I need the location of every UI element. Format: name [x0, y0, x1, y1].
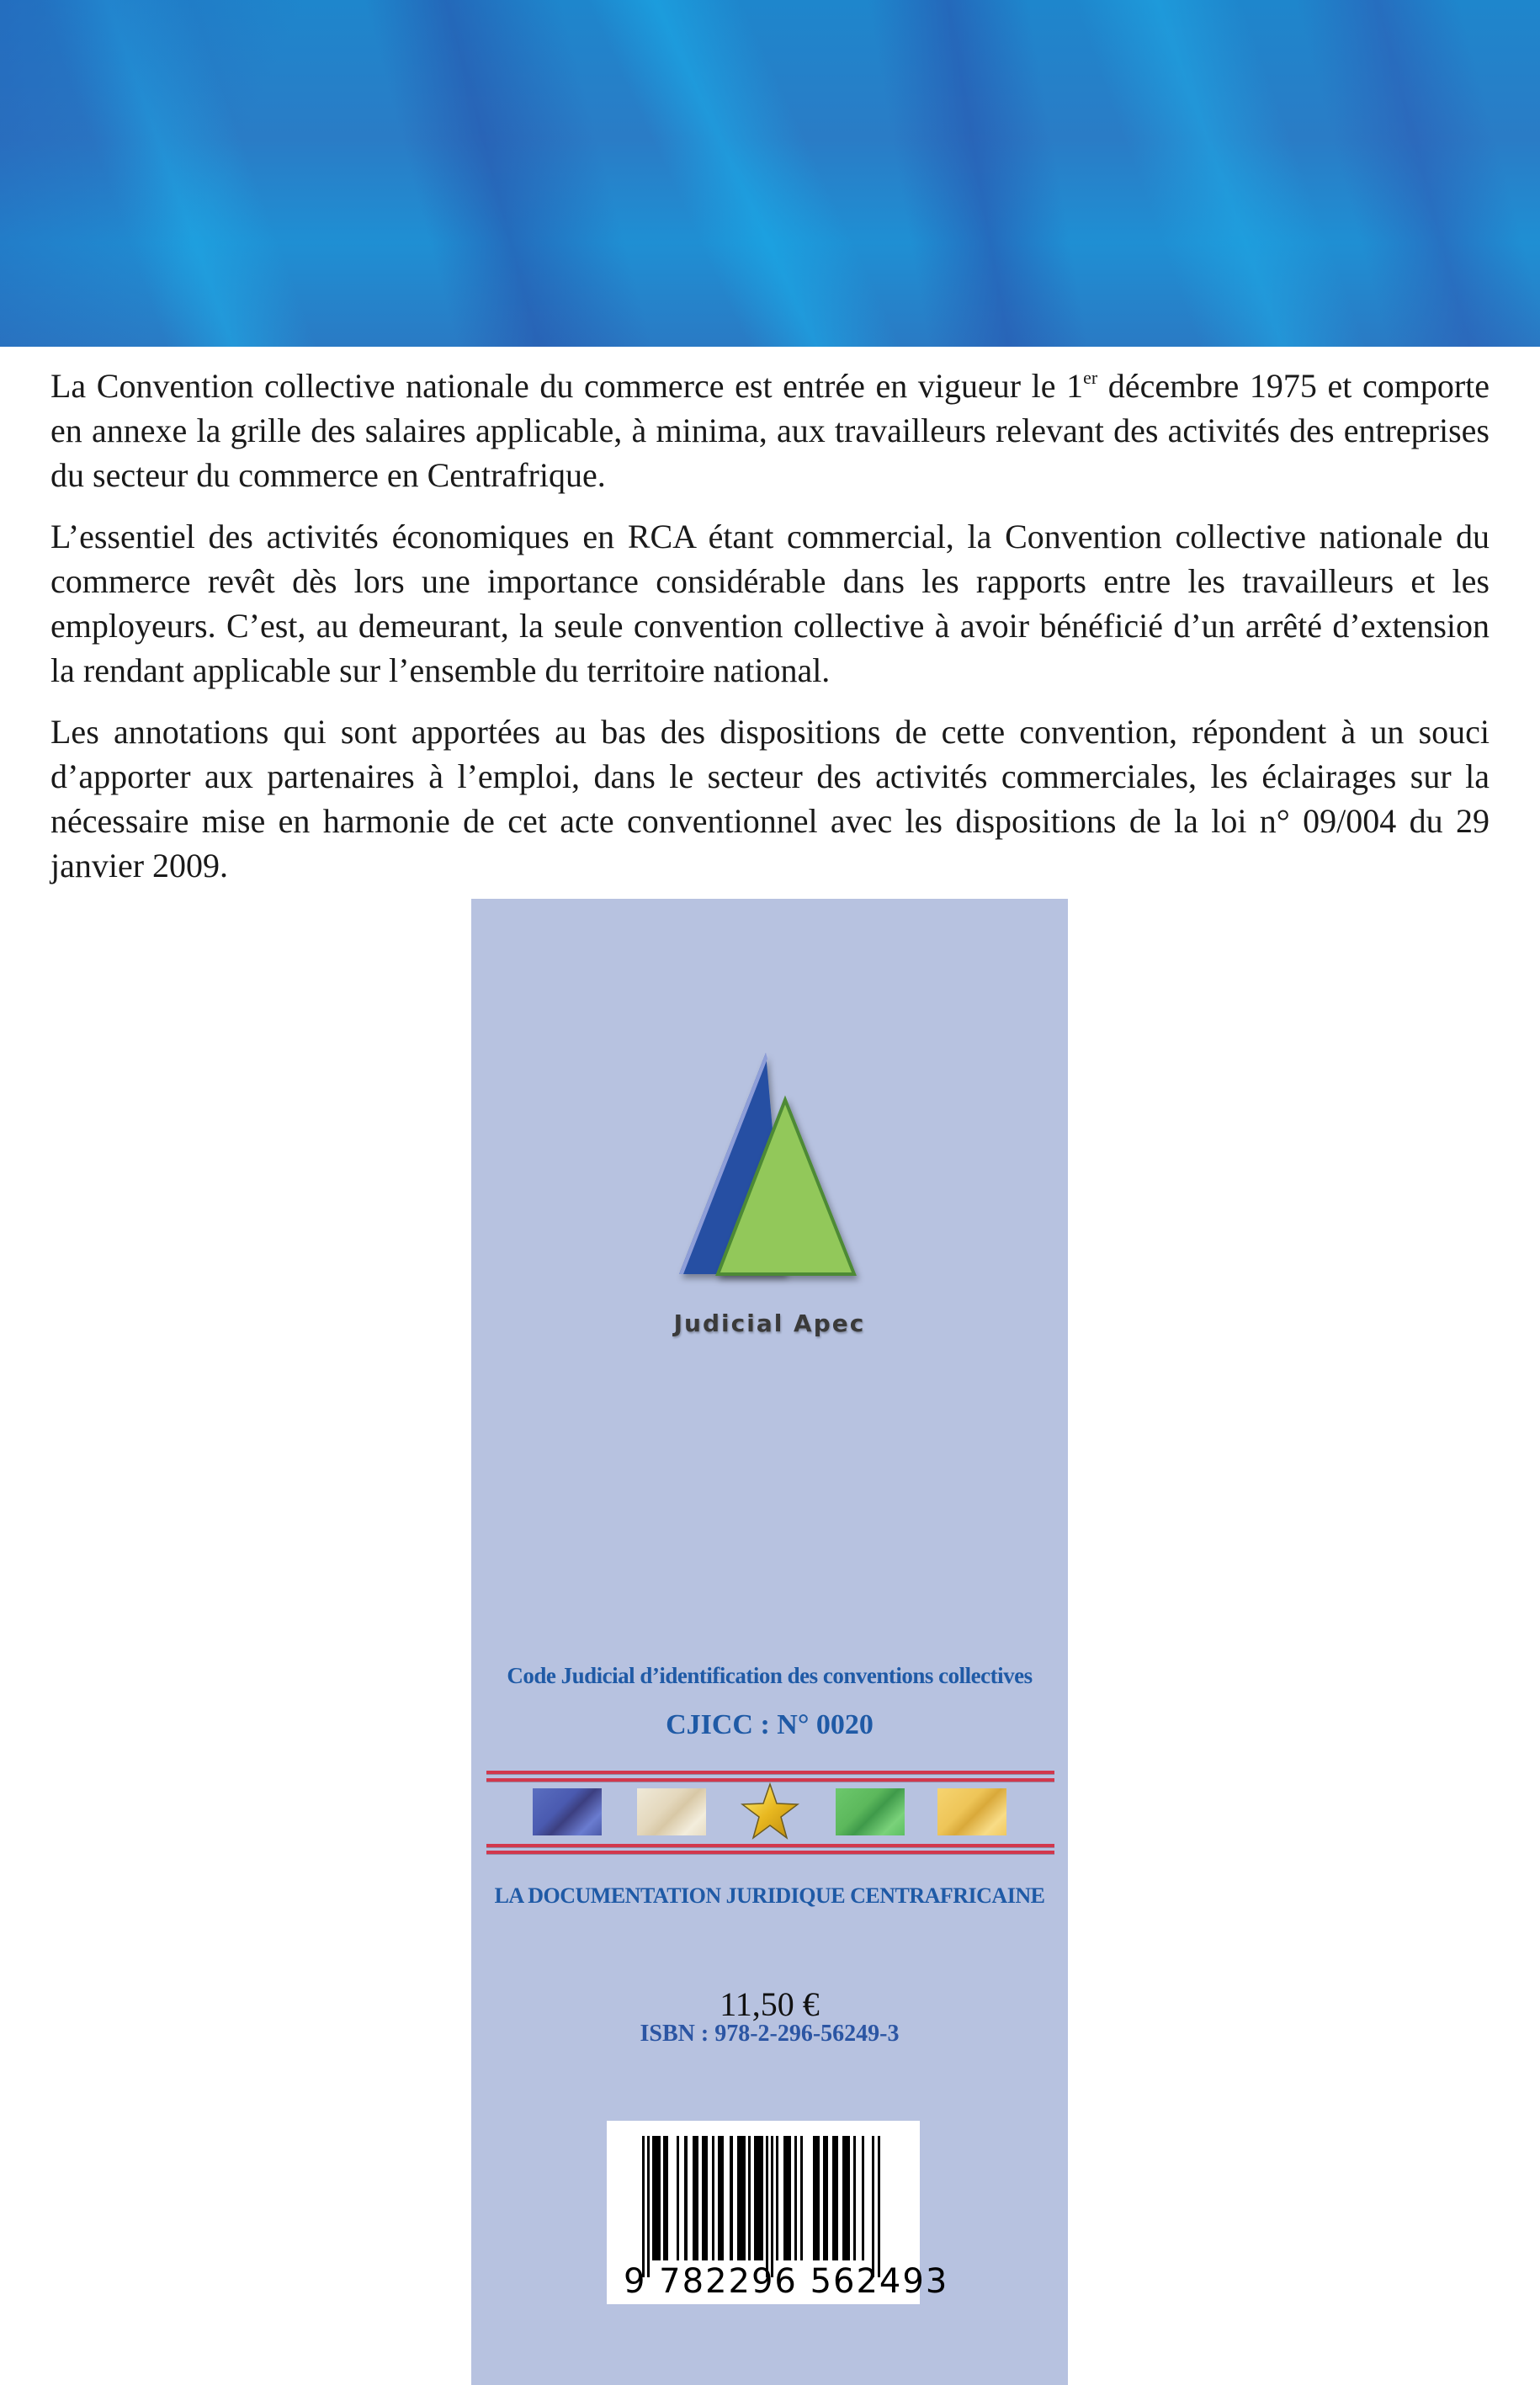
description-paragraph-3: Les annotations qui sont apportées au bas des dispositions de cette convention, répondent à un souci d’apporter aux partenaires à l’emploi, dans le secteur des activités commerciales, les éclairages sur la nécessaire mise en harmonie de cet acte conventionnel avec les dispositions de la loi n° 09/004 du 29 janvier 2009.: [50, 713, 1490, 884]
blue-swatch: [533, 1788, 602, 1835]
paragraph-text: décembre 1975 et comporte en annexe la grille des salaires applicable, à minima, aux travailleurs relevant des activités des entreprises du secteur du commerce en Centrafrique.: [50, 367, 1490, 494]
publisher-name: LA DOCUMENTATION JURIDIQUE CENTRAFRICAINE: [494, 1883, 1045, 1908]
ordinal-superscript: er: [1083, 367, 1098, 388]
cover-header-texture: [0, 0, 1540, 347]
stripe-bottom-1: [486, 1844, 1054, 1847]
logo-name: Judicial Apec: [673, 1309, 866, 1337]
info-panel: [471, 899, 1068, 2385]
stripe-top-2: [486, 1778, 1054, 1782]
isbn: ISBN : 978-2-296-56249-3: [640, 2021, 900, 2047]
triangle-logo-icon: [471, 899, 1068, 1370]
description-paragraph-1: [50, 364, 1490, 497]
price: 11,50 €: [720, 1985, 820, 2023]
stripe-bottom-2: [486, 1851, 1054, 1854]
code-title: Code Judicial d’identification des conventions collectives: [507, 1663, 1033, 1688]
green-swatch: [836, 1788, 905, 1835]
stripe-top-1: [486, 1771, 1054, 1774]
barcode-digits: 9 782296 562493: [624, 2262, 949, 2301]
barcode: [607, 2121, 949, 2304]
code-number: CJICC : N° 0020: [666, 1709, 874, 1740]
star-icon: [741, 1782, 799, 1840]
description-paragraph-2: L’essentiel des activités économiques en RCA étant commercial, la Convention collective nationale du commerce revêt dès lors une importance considérable dans les rapports entre les travailleurs et les employeurs. C’est, au demeurant, la seule convention collective à avoir bénéficié d’un arrêté d’extension la rendant applicable sur l’ensemble du territoire national.: [50, 518, 1490, 689]
yellow-swatch: [937, 1788, 1006, 1835]
cream-swatch: [637, 1788, 706, 1835]
back-cover-description: [50, 364, 1490, 905]
paragraph-text: La Convention collective nationale du commerce est entrée en vigueur le 1: [50, 367, 1084, 405]
